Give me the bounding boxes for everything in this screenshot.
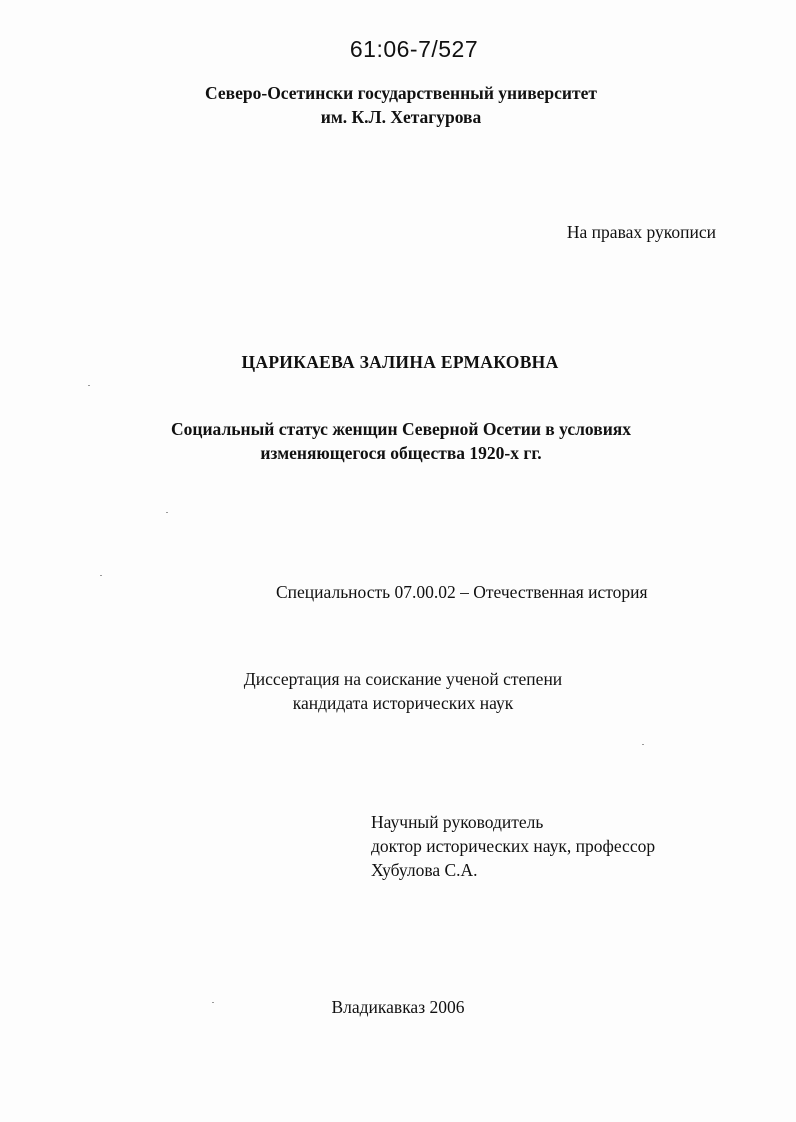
scan-speck (100, 575, 102, 576)
supervisor-block (371, 810, 655, 882)
scan-speck (212, 1002, 214, 1003)
supervisor-role: Научный руководитель (371, 812, 544, 832)
author-name: ЦАРИКАЕВА ЗАЛИНА ЕРМАКОВНА (241, 352, 559, 372)
supervisor-name: Хубулова С.А. (371, 860, 478, 880)
catalog-number: 61:06-7/527 (349, 36, 479, 62)
dissertation-title-line-1: Социальный статус женщин Северной Осетии в условиях (171, 419, 631, 439)
dissertation-title-line-2: изменяющегося общества 1920-х гг. (260, 443, 542, 463)
scan-speck (166, 512, 168, 513)
degree-statement-line-2: кандидата исторических наук (292, 693, 514, 713)
degree-statement-line-1: Диссертация на соискание ученой степени (243, 669, 563, 689)
university-name-line-2: им. К.Л. Хетагурова (320, 107, 482, 127)
scan-speck (642, 744, 644, 745)
supervisor-credentials: доктор исторических наук, профессор (371, 836, 656, 856)
specialty: Специальность 07.00.02 – Отечественная история (276, 582, 648, 602)
dissertation-title (0, 417, 796, 465)
university-name-line-1: Северо-Осетински государственный университет (205, 83, 597, 103)
university-name (0, 81, 796, 129)
degree-statement (230, 667, 576, 715)
rights-note: На правах рукописи (566, 222, 716, 242)
scan-speck (88, 385, 90, 386)
city-year: Владикавказ 2006 (331, 997, 465, 1017)
